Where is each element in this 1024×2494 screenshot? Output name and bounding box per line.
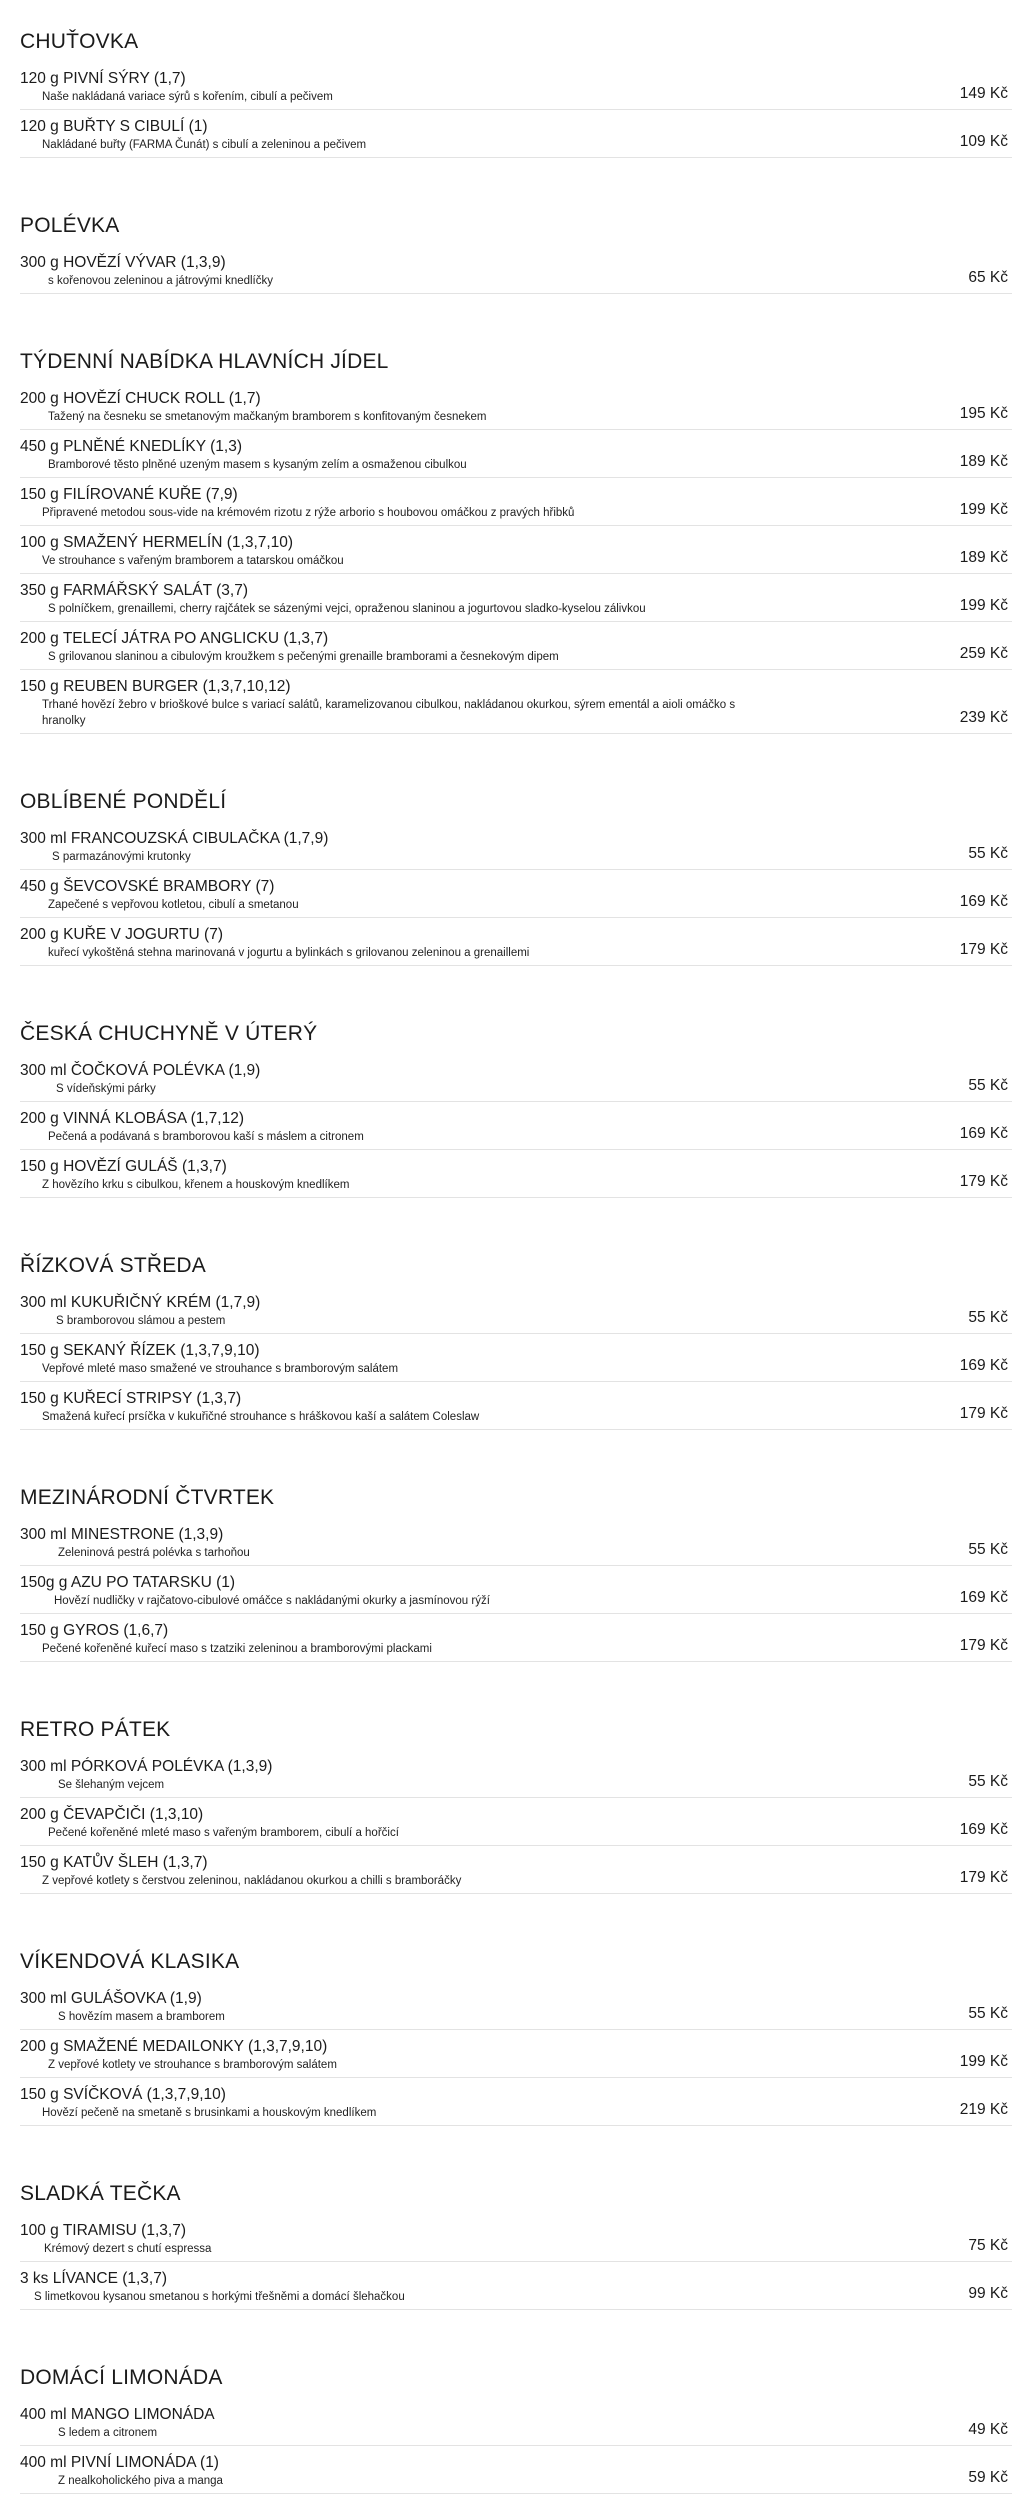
section-title: CHUŤOVKA — [20, 30, 139, 53]
menu-item — [20, 676, 1012, 734]
item-name: 150 g SVÍČKOVÁ (1,3,7,9,10) — [20, 2086, 226, 2103]
item-name: 400 ml PIVNÍ LIMONÁDA (1) — [20, 2454, 219, 2471]
item-description: S parmazánovými krutonky — [52, 851, 191, 863]
menu-item — [20, 2220, 1012, 2262]
item-name: 100 g TIRAMISU (1,3,7) — [20, 2222, 186, 2239]
item-description: Bramborové těsto plněné uzeným masem s kysaným zelím a osmaženou cibulkou — [48, 459, 467, 471]
item-name: 200 g KUŘE V JOGURTU (7) — [20, 926, 223, 943]
menu-item — [20, 2404, 1012, 2446]
item-description: Vepřové mleté maso smažené ve strouhance s bramborovým salátem — [42, 1363, 399, 1375]
item-description: S bramborovou slámou a pestem — [56, 1315, 226, 1327]
item-name: 150g g AZU PO TATARSKU (1) — [20, 1574, 236, 1591]
menu-item — [20, 1108, 1012, 1150]
item-name: 450 g ŠEVCOVSKÉ BRAMBORY (7) — [20, 878, 275, 895]
item-description: S ledem a citronem — [58, 2427, 158, 2439]
menu-section — [20, 2338, 1012, 2494]
item-price: 179 Kč — [959, 1637, 1008, 1654]
menu-item — [20, 252, 1012, 294]
item-name: 350 g FARMÁŘSKÝ SALÁT (3,7) — [20, 582, 249, 599]
item-description: Zapečené s vepřovou kotletou, cibulí a smetanou — [48, 899, 299, 911]
item-name: 300 ml GULÁŠOVKA (1,9) — [20, 1990, 202, 2007]
section-spacer — [0, 2132, 1024, 2154]
item-name: 150 g SEKANÝ ŘÍZEK (1,3,7,9,10) — [20, 1342, 260, 1359]
item-name: 100 g SMAŽENÝ HERMELÍN (1,3,7,10) — [20, 534, 294, 551]
section-title: TÝDENNÍ NABÍDKA HLAVNÍCH JÍDEL — [20, 350, 389, 373]
item-name: 150 g REUBEN BURGER (1,3,7,10,12) — [20, 678, 291, 695]
item-price: 179 Kč — [959, 1173, 1008, 1190]
menu-item — [20, 1852, 1012, 1894]
item-description: Z vepřové kotlety ve strouhance s bramborovým salátem — [48, 2059, 337, 2071]
item-price: 199 Kč — [959, 2053, 1008, 2070]
item-price: 239 Kč — [959, 709, 1008, 726]
menu-item — [20, 1620, 1012, 1662]
item-price: 219 Kč — [959, 2101, 1008, 2118]
item-name: 150 g HOVĚZÍ GULÁŠ (1,3,7) — [20, 1158, 227, 1175]
menu-section — [20, 322, 1012, 734]
item-name: 150 g FILÍROVANÉ KUŘE (7,9) — [20, 486, 238, 503]
item-name: 400 ml MANGO LIMONÁDA — [20, 2406, 215, 2423]
item-description: kuřecí vykoštěná stehna marinovaná v jogurtu a bylinkách s grilovanou zeleninou a grenaillemi — [48, 947, 530, 959]
item-name: 120 g BUŘTY S CIBULÍ (1) — [20, 118, 208, 135]
item-price: 179 Kč — [959, 1869, 1008, 1886]
item-description: Z nealkoholického piva a manga — [58, 2475, 223, 2487]
item-price: 189 Kč — [959, 453, 1008, 470]
item-name: 450 g PLNĚNÉ KNEDLÍKY (1,3) — [20, 438, 242, 455]
menu-item — [20, 1988, 1012, 2030]
menu-item — [20, 1756, 1012, 1798]
section-title: VÍKENDOVÁ KLASIKA — [20, 1950, 240, 1973]
item-price: 169 Kč — [959, 1821, 1008, 1838]
item-price: 75 Kč — [968, 2237, 1008, 2254]
item-name: 300 ml MINESTRONE (1,3,9) — [20, 1526, 224, 1543]
item-name: 300 ml FRANCOUZSKÁ CIBULAČKA (1,7,9) — [20, 830, 329, 847]
item-price: 195 Kč — [959, 405, 1008, 422]
section-title: ČESKÁ CHUCHYNĚ V ÚTERÝ — [20, 1022, 318, 1045]
menu-item — [20, 2268, 1012, 2310]
item-description: Pečené kořeněné kuřecí maso s tzatziki zeleninou a bramborovými plackami — [42, 1643, 432, 1655]
item-name: 200 g TELECÍ JÁTRA PO ANGLICKU (1,3,7) — [20, 630, 329, 647]
item-price: 55 Kč — [968, 1077, 1008, 1094]
section-spacer — [0, 300, 1024, 322]
item-description: Ve strouhance s vařeným bramborem a tatarskou omáčkou — [42, 555, 344, 567]
item-name: 300 ml KUKUŘIČNÝ KRÉM (1,7,9) — [20, 1294, 261, 1311]
item-price: 65 Kč — [968, 269, 1008, 286]
item-description: Zeleninová pestrá polévka s tarhoňou — [58, 1547, 250, 1559]
item-name: 150 g GYROS (1,6,7) — [20, 1622, 169, 1639]
item-price: 55 Kč — [968, 2005, 1008, 2022]
item-price: 189 Kč — [959, 549, 1008, 566]
menu-item — [20, 2452, 1012, 2494]
section-title: OBLÍBENÉ PONDĚLÍ — [20, 790, 227, 813]
menu-section — [20, 0, 1012, 158]
menu-item — [20, 436, 1012, 478]
menu-section — [20, 1458, 1012, 1662]
section-spacer — [0, 1436, 1024, 1458]
item-price: 49 Kč — [968, 2421, 1008, 2438]
menu-item — [20, 1060, 1012, 1102]
section-spacer — [0, 1900, 1024, 1922]
item-price: 199 Kč — [959, 501, 1008, 518]
section-spacer — [0, 1204, 1024, 1226]
item-price: 55 Kč — [968, 1309, 1008, 1326]
item-name: 200 g SMAŽENÉ MEDAILONKY (1,3,7,9,10) — [20, 2038, 328, 2055]
item-description: Hovězí pečeně na smetaně s brusinkami a houskovým knedlíkem — [42, 2107, 377, 2119]
item-name: 150 g KUŘECÍ STRIPSY (1,3,7) — [20, 1390, 242, 1407]
menu-item — [20, 1156, 1012, 1198]
item-name: 150 g KATŮV ŠLEH (1,3,7) — [20, 1854, 208, 1871]
item-description: Naše nakládaná variace sýrů s kořením, cibulí a pečivem — [42, 91, 333, 103]
item-price: 259 Kč — [959, 645, 1008, 662]
menu-section — [20, 1922, 1012, 2126]
item-price: 199 Kč — [959, 597, 1008, 614]
item-description: Z hovězího krku s cibulkou, křenem a houskovým knedlíkem — [42, 1179, 350, 1191]
section-spacer — [0, 1668, 1024, 1690]
item-price: 169 Kč — [959, 1357, 1008, 1374]
menu-item — [20, 484, 1012, 526]
item-name: 200 g VINNÁ KLOBÁSA (1,7,12) — [20, 1110, 245, 1127]
menu-item — [20, 2084, 1012, 2126]
menu-item — [20, 1804, 1012, 1846]
item-description: S limetkovou kysanou smetanou s horkými třešněmi a domácí šlehačkou — [34, 2291, 405, 2303]
item-description: Se šlehaným vejcem — [58, 1779, 165, 1791]
item-description: S vídeňskými párky — [56, 1083, 156, 1095]
section-spacer — [0, 2316, 1024, 2338]
menu-item — [20, 1572, 1012, 1614]
menu-item — [20, 2036, 1012, 2078]
item-price: 59 Kč — [968, 2469, 1008, 2486]
item-name: 120 g PIVNÍ SÝRY (1,7) — [20, 70, 186, 87]
item-price: 55 Kč — [968, 1773, 1008, 1790]
menu-item — [20, 1524, 1012, 1566]
item-name: 300 g HOVĚZÍ VÝVAR (1,3,9) — [20, 254, 226, 271]
section-title: POLÉVKA — [20, 214, 120, 237]
menu-section — [20, 762, 1012, 966]
item-name: 300 ml ČOČKOVÁ POLÉVKA (1,9) — [20, 1062, 261, 1079]
section-title: MEZINÁRODNÍ ČTVRTEK — [20, 1486, 275, 1509]
menu-section — [20, 2154, 1012, 2310]
item-price: 179 Kč — [959, 1405, 1008, 1422]
item-description: s kořenovou zeleninou a játrovými knedlíčky — [48, 275, 274, 287]
item-description: S hovězím masem a bramborem — [58, 2011, 225, 2023]
item-description: Krémový dezert s chutí espressa — [44, 2243, 212, 2255]
item-price: 109 Kč — [959, 133, 1008, 150]
item-price: 169 Kč — [959, 1589, 1008, 1606]
item-description: S grilovanou slaninou a cibulovým kroužkem s pečenými grenaille bramborami a česnekovým dipem — [48, 651, 559, 663]
item-price: 55 Kč — [968, 845, 1008, 862]
item-description: Hovězí nudličky v rajčatovo-cibulové omáčce s nakládanými okurky a jasmínovou rýží — [54, 1595, 490, 1607]
menu-section — [20, 994, 1012, 1198]
item-name: 300 ml PÓRKOVÁ POLÉVKA (1,3,9) — [20, 1758, 273, 1775]
menu-item — [20, 1292, 1012, 1334]
section-spacer — [0, 972, 1024, 994]
item-description: Z vepřové kotlety s čerstvou zeleninou, nakládanou okurkou a chilli s bramboráčky — [42, 1875, 462, 1887]
item-price: 179 Kč — [959, 941, 1008, 958]
menu-item — [20, 580, 1012, 622]
menu-item — [20, 924, 1012, 966]
item-description: Pečená a podávaná s bramborovou kaší s máslem a citronem — [48, 1131, 364, 1143]
menu-item — [20, 876, 1012, 918]
item-description: Nakládané buřty (FARMA Čunát) s cibulí a zeleninou a pečivem — [42, 139, 367, 151]
menu-item — [20, 68, 1012, 110]
menu-section — [20, 1226, 1012, 1430]
item-name: 200 g HOVĚZÍ CHUCK ROLL (1,7) — [20, 390, 261, 407]
menu-item — [20, 116, 1012, 158]
menu-section — [20, 186, 1012, 294]
item-price: 169 Kč — [959, 893, 1008, 910]
menu-item — [20, 532, 1012, 574]
item-name: 3 ks LÍVANCE (1,3,7) — [20, 2270, 168, 2287]
menu-item — [20, 1340, 1012, 1382]
menu-item — [20, 1388, 1012, 1430]
item-description: Trhané hovězí žebro v brioškové bulce s variací salátů, karamelizovanou cibulkou, nakládanou okurkou, sýrem ementál a aioli omáčko s hranolky — [42, 699, 736, 727]
item-description: Pečené kořeněné mleté maso s vařeným bramborem, cibulí a hořčicí — [48, 1827, 399, 1839]
item-price: 99 Kč — [968, 2285, 1008, 2302]
item-price: 55 Kč — [968, 1541, 1008, 1558]
item-description: Smažená kuřecí prsíčka v kukuřičné strouhance s hráškovou kaší a salátem Coleslaw — [42, 1411, 480, 1423]
menu-item — [20, 828, 1012, 870]
section-spacer — [0, 164, 1024, 186]
item-price: 169 Kč — [959, 1125, 1008, 1142]
menu-item — [20, 388, 1012, 430]
section-title: ŘÍZKOVÁ STŘEDA — [20, 1254, 206, 1277]
menu-item — [20, 628, 1012, 670]
item-price: 149 Kč — [959, 85, 1008, 102]
item-description: Připravené metodou sous-vide na krémovém rizotu z rýže arborio s houbovou omáčkou z pravých hřibků — [42, 507, 575, 519]
section-title: DOMÁCÍ LIMONÁDA — [20, 2366, 223, 2389]
section-title: SLADKÁ TEČKA — [20, 2182, 181, 2205]
item-description: Tažený na česneku se smetanovým mačkaným bramborem s konfitovaným česnekem — [48, 411, 487, 423]
section-spacer — [0, 740, 1024, 762]
item-name: 200 g ČEVAPČIČI (1,3,10) — [20, 1806, 204, 1823]
section-title: RETRO PÁTEK — [20, 1718, 171, 1741]
item-description: S polníčkem, grenaillemi, cherry rajčátek se sázenými vejci, opraženou slaninou a jogurtovou sladko-kyselou zálivkou — [48, 603, 646, 615]
menu-section — [20, 1690, 1012, 1894]
